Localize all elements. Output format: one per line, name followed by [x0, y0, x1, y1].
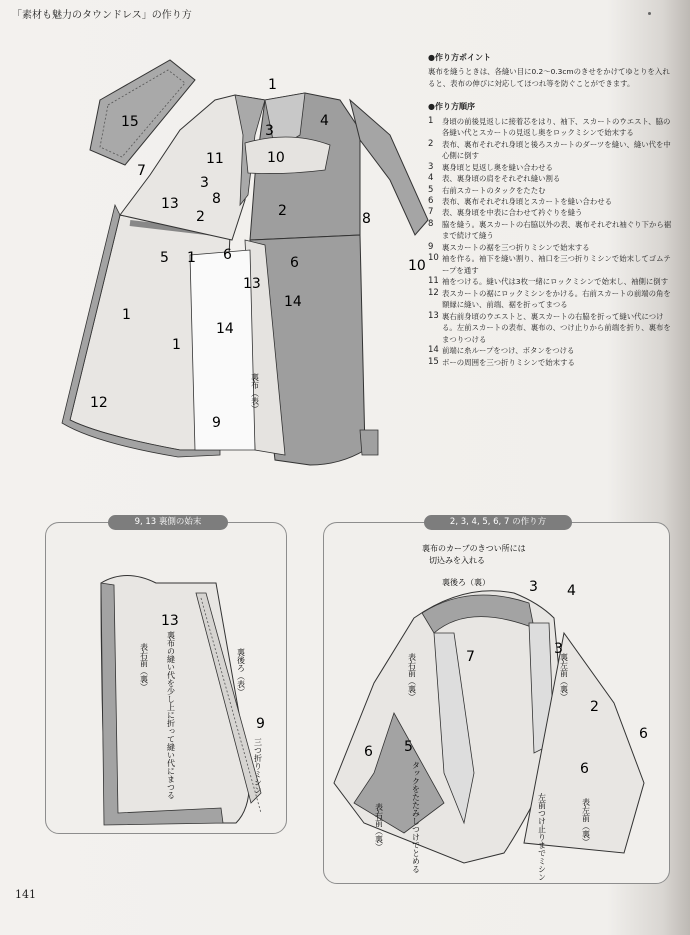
- step-item: [428, 357, 673, 368]
- step-item: [428, 345, 673, 356]
- callout-14-a: 14: [284, 294, 302, 310]
- point-title: ●作り方ポイント: [428, 53, 491, 62]
- detail-left-note13: 裏布の縫い代を少し上に折って縫い代にまつる: [166, 631, 176, 799]
- step-number: 3: [428, 161, 434, 172]
- step-item: [428, 311, 673, 345]
- right-callout-5: 5: [404, 739, 413, 755]
- step-text: 裏身頃と見返し奥を縫い合わせる: [442, 162, 553, 172]
- callout-10-sleeve: 10: [267, 150, 285, 166]
- order-title: ●作り方順序: [428, 102, 475, 112]
- step-item: [428, 242, 673, 253]
- callout-4: 4: [320, 113, 329, 129]
- step-item: [428, 162, 673, 173]
- step-text: 裏右前身頃のウエストと、裏スカートの右脇を折って縫い代につける。左前スカートの表布、裏布の、つけ止りから前端を折り、裏布をまつりつける: [442, 311, 671, 344]
- detail-box-left-title: 9, 13 裏側の始末: [108, 515, 228, 530]
- step-number: 15: [428, 356, 439, 367]
- step-item: [428, 288, 673, 311]
- step-text: 裏スカートの裾を三つ折りミシンで始末する: [442, 242, 590, 252]
- step-number: 11: [428, 276, 439, 287]
- detail-box-right: [323, 517, 670, 884]
- step-text: 表、裏身頃を中表に合わせて衿ぐりを縫う: [442, 208, 583, 218]
- callout-3-left: 3: [200, 175, 209, 191]
- callout-11: 11: [206, 151, 224, 167]
- callout-1: 1: [268, 77, 277, 93]
- step-text: 右前スカートのタックをたたむ: [442, 185, 546, 195]
- detail-left-front-label: 表右前（裏）: [139, 643, 149, 691]
- step-number: 7: [428, 207, 434, 218]
- curve-note-1: 裏布のカーブのきつい所には: [422, 544, 526, 553]
- dress-diagram: [60, 55, 450, 500]
- right-skirt-label: 表右前（裏）: [374, 803, 384, 851]
- right-callout-6b: 6: [580, 761, 589, 777]
- right-left-front-lower: 表左前（裏）: [581, 798, 591, 846]
- step-text: ボーの周囲を三つ折りミシンで始末する: [442, 357, 575, 367]
- right-callout-6c: 6: [364, 744, 373, 760]
- callout-6-left: 6: [223, 247, 232, 263]
- callout-15: 15: [121, 114, 139, 130]
- step-item: [428, 116, 673, 139]
- callout-14-b: 14: [216, 321, 234, 337]
- detail-left-note9: 三つ折りミシン: [253, 738, 263, 794]
- point-text: 裏布を縫うときは、各縫い目に0.2〜0.3cmのきせをかけてゆとりを入れると、表布の伸びに対応してほつれ等を防ぐことができます。: [428, 67, 670, 88]
- step-text: 表スカートの裾にロックミシンをかける。右前スカートの前端の角を額縁に縫い、前端、裾を折ってまつる: [442, 288, 671, 310]
- step-text: 前端に糸ループをつけ、ボタンをつける: [442, 346, 575, 356]
- step-item: [428, 219, 673, 242]
- step-number: 4: [428, 173, 434, 184]
- step-item: [428, 185, 673, 196]
- steps-list: [428, 116, 673, 368]
- step-item: [428, 276, 673, 287]
- callout-10-right: 10: [408, 258, 426, 274]
- callout-2-right: 2: [278, 203, 287, 219]
- bodice-right: [245, 93, 428, 240]
- step-item: [428, 196, 673, 207]
- detail-left-back-label: 裏後ろ（表）: [236, 648, 246, 696]
- step-number: 2: [428, 138, 434, 149]
- step-text: 表、裏身頃の肩をそれぞれ縫い割る: [442, 174, 561, 184]
- right-back-label: 裏後ろ（裏）: [442, 578, 490, 587]
- step-item: [428, 139, 673, 162]
- step-number: 10: [428, 253, 439, 264]
- callout-13-top: 13: [161, 196, 179, 212]
- right-tuck-note: タックをたたみしつけでとめる: [411, 761, 421, 873]
- callout-2-left: 2: [196, 209, 205, 225]
- detail-left-13: 13: [161, 613, 179, 629]
- right-left-front-note: 左前つけ止りまでミシン: [537, 793, 547, 881]
- callout-1-low: 1: [172, 337, 181, 353]
- step-number: 12: [428, 287, 439, 298]
- right-callout-7: 7: [466, 649, 475, 665]
- callout-13-mid: 13: [243, 276, 261, 292]
- right-callout-3b: 3: [554, 641, 563, 657]
- step-item: [428, 207, 673, 218]
- step-number: 6: [428, 196, 434, 206]
- callout-5: 5: [160, 250, 169, 266]
- right-callout-3: 3: [529, 579, 538, 595]
- callout-3: 3: [265, 123, 274, 139]
- callout-1-mid: 1: [187, 250, 196, 266]
- step-number: 13: [428, 310, 439, 321]
- header-dot: [648, 12, 651, 15]
- callout-12: 12: [90, 395, 108, 411]
- callout-7: 7: [137, 163, 146, 179]
- detail-box-right-title: 2, 3, 4, 5, 6, 7 の作り方: [424, 515, 572, 530]
- step-number: 14: [428, 345, 439, 356]
- detail-left-9: 9: [256, 716, 265, 732]
- page-number: 141: [15, 888, 36, 901]
- page-header-title: 「素材も魅力のタウンドレス」の作り方: [12, 10, 192, 21]
- step-number: 1: [428, 115, 434, 126]
- callout-8-left: 8: [212, 191, 221, 207]
- lining-label: 裏布（表）: [250, 373, 260, 413]
- detail-right-diagram: [324, 523, 669, 883]
- step-text: 表布、裏布それぞれ身頃と後ろスカートのダーツを縫い、縫い代を中心側に倒す: [442, 139, 671, 161]
- right-callout-4: 4: [567, 583, 576, 599]
- step-text: 表布、裏布それぞれ身頃とスカートを縫い合わせる: [442, 197, 612, 206]
- right-left-front-label: 裏左前（裏）: [559, 653, 569, 701]
- step-item: [428, 253, 673, 276]
- detail-box-left: [45, 517, 287, 834]
- curve-note-2: 切込みを入れる: [429, 556, 485, 565]
- step-number: 9: [428, 241, 434, 252]
- step-item: [428, 173, 673, 184]
- right-right-front-label: 表右前（裏）: [407, 653, 417, 701]
- callout-8-right: 8: [362, 211, 371, 227]
- detail-left-diagram: [46, 523, 286, 833]
- right-callout-2: 2: [590, 699, 599, 715]
- instructions: [428, 52, 673, 368]
- callout-9: 9: [212, 415, 221, 431]
- step-number: 5: [428, 184, 434, 195]
- step-text: 脇を縫う。裏スカートの右脇以外の表、裏布それぞれ袖ぐり下から裾まで続けて縫う: [442, 219, 672, 241]
- step-text: 身頃の前後見返しに接着芯をはり、袖下、スカートのウエスト、脇の各縫い代とスカートの見返し奥をロックミシンで始末する: [442, 116, 671, 138]
- callout-1-left: 1: [122, 307, 131, 323]
- right-callout-6a: 6: [639, 726, 648, 742]
- step-text: 袖を作る。袖下を縫い割り、袖口を三つ折りミシンで始末してゴムテープを通す: [442, 254, 671, 275]
- callout-6-right: 6: [290, 255, 299, 271]
- step-number: 8: [428, 218, 434, 229]
- step-text: 袖をつける。縫い代は3枚一緒にロックミシンで始末し、袖側に倒す: [442, 277, 669, 287]
